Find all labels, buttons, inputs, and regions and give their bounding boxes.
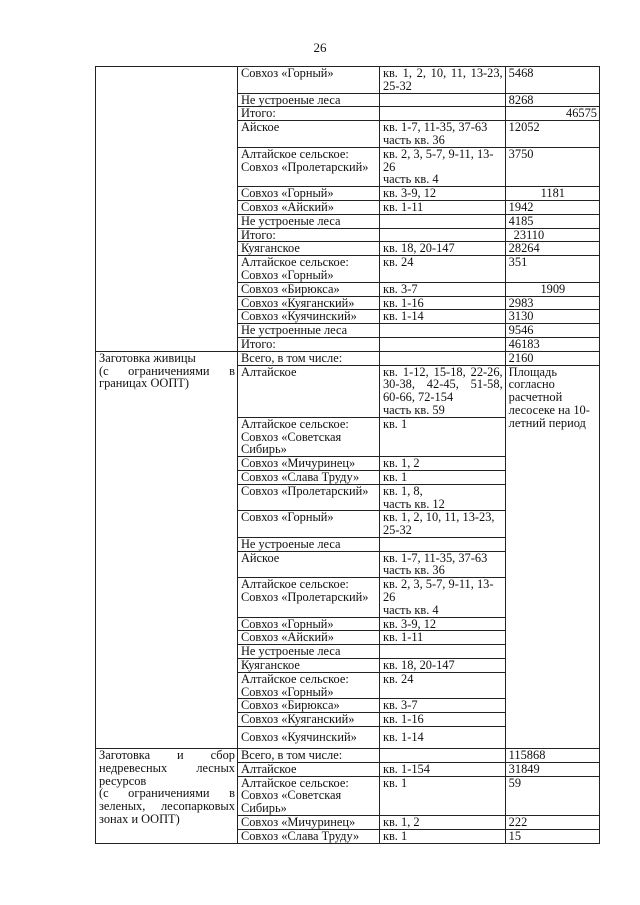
area-cell: 5468 — [505, 67, 599, 94]
table-row — [96, 351, 600, 365]
forest-use-table — [95, 66, 600, 844]
area-cell: 31849 — [505, 762, 599, 776]
subject-cell: Не устроеные леса — [237, 93, 379, 107]
area-cell: 3750 — [505, 147, 599, 186]
table-row — [96, 67, 600, 94]
subject-cell: Айское — [237, 121, 379, 148]
subject-cell: Совхоз «Горный» — [237, 511, 379, 538]
subject-cell: Всего, в том числе: — [237, 749, 379, 763]
subject-cell: Совхоз «Айский» — [237, 631, 379, 645]
quarters-cell: кв. 1, 2, 10, 11, 13-23, 25-32 — [379, 511, 505, 538]
subject-cell: Алтайское сельское: Совхоз «Пролетарский» — [237, 578, 379, 617]
quarters-cell: кв. 1-7, 11-35, 37-63 часть кв. 36 — [379, 551, 505, 578]
category-non-timber-resources — [96, 749, 238, 844]
quarters-cell: кв. 2, 3, 5-7, 9-11, 13-26 часть кв. 4 — [379, 147, 505, 186]
quarters-cell: кв. 1-16 — [379, 713, 505, 727]
subject-cell: Совхоз «Горный» — [237, 187, 379, 201]
category-line: Заготовка живицы — [99, 351, 196, 365]
subject-cell: Итого: — [237, 107, 379, 121]
area-cell: 2983 — [505, 296, 599, 310]
quarters-cell: кв. 1-7, 11-35, 37-63 часть кв. 36 — [379, 121, 505, 148]
subject-cell: Совхоз «Мичуринец» — [237, 816, 379, 830]
quarters-cell — [379, 324, 505, 338]
quarters-cell — [379, 107, 505, 121]
area-cell: 59 — [505, 776, 599, 815]
category-line: зонах и ООПТ) — [99, 812, 180, 827]
quarters-cell: кв. 1-14 — [379, 310, 505, 324]
quarters-cell — [379, 214, 505, 228]
category-line: (с ограничениями в — [99, 786, 235, 801]
quarters-cell: кв. 1-12, 15-18, 22-26, 30-38, 42-45, 51-58, 60-66, 72-154 часть кв. 59 — [379, 365, 505, 417]
quarters-cell — [379, 228, 505, 242]
subject-cell: Алтайское сельское: Совхоз «Советская Сибирь» — [237, 776, 379, 815]
category-line: недревесных лесных — [99, 760, 235, 775]
quarters-cell: кв. 1 — [379, 417, 505, 456]
quarters-cell — [379, 93, 505, 107]
area-cell: 9546 — [505, 324, 599, 338]
area-cell: 4185 — [505, 214, 599, 228]
quarters-cell: кв. 18, 20-147 — [379, 242, 505, 256]
area-cell: 28264 — [505, 242, 599, 256]
subject-cell: Не устроеные леса — [237, 214, 379, 228]
area-cell: 46575 — [505, 107, 599, 121]
subject-cell: Совхоз «Куячинский» — [237, 310, 379, 324]
category-cell-continued — [96, 67, 238, 352]
area-cell: 3130 — [505, 310, 599, 324]
quarters-cell: кв. 24 — [379, 672, 505, 699]
quarters-cell: кв. 1 — [379, 776, 505, 815]
category-line: границах ООПТ) — [99, 376, 190, 391]
quarters-cell: кв. 3-7 — [379, 699, 505, 713]
quarters-cell — [379, 749, 505, 763]
quarters-cell: кв. 1, 2 — [379, 816, 505, 830]
quarters-cell: кв. 1-11 — [379, 200, 505, 214]
subject-cell: Совхоз «Куячинский» — [237, 727, 379, 749]
quarters-cell — [379, 337, 505, 351]
page-number: 26 — [313, 40, 327, 55]
area-cell: 115868 — [505, 749, 599, 763]
quarters-cell: кв. 1 — [379, 470, 505, 484]
area-cell: 222 — [505, 816, 599, 830]
table-row — [96, 749, 600, 763]
category-line: зеленых, лесопарковых — [99, 799, 235, 814]
quarters-cell: кв. 1, 8, часть кв. 12 — [379, 484, 505, 511]
subject-cell: Итого: — [237, 337, 379, 351]
subject-cell: Алтайское сельское: Совхоз «Горный» — [237, 256, 379, 283]
quarters-cell — [379, 537, 505, 551]
category-resin-harvesting — [96, 351, 238, 748]
quarters-cell: кв. 24 — [379, 256, 505, 283]
area-cell: 15 — [505, 829, 599, 843]
category-line: ресурсов — [99, 773, 147, 788]
quarters-cell: кв. 1-11 — [379, 631, 505, 645]
category-line: Заготовка и сбор — [99, 748, 235, 763]
area-cell: 8268 — [505, 93, 599, 107]
quarters-cell: кв. 3-9, 12 — [379, 187, 505, 201]
subject-cell: Совхоз «Пролетарский» — [237, 484, 379, 511]
area-cell: 1942 — [505, 200, 599, 214]
subject-cell: Совхоз «Мичуринец» — [237, 457, 379, 471]
quarters-cell: кв. 3-9, 12 — [379, 617, 505, 631]
quarters-cell: кв. 1, 2 — [379, 457, 505, 471]
resin-area-note: Площадь согласно расчетной лесосеке на 10-летний период — [505, 365, 599, 749]
area-cell: 23110 — [505, 228, 599, 242]
subject-cell: Совхоз «Бирюкса» — [237, 282, 379, 296]
quarters-cell: кв. 1-154 — [379, 762, 505, 776]
quarters-cell: кв. 2, 3, 5-7, 9-11, 13-26 часть кв. 4 — [379, 578, 505, 617]
subject-cell: Алтайское — [237, 365, 379, 417]
subject-cell: Куяганское — [237, 659, 379, 673]
subject-cell: Не устроенные леса — [237, 324, 379, 338]
subject-cell: Совхоз «Куяганский» — [237, 296, 379, 310]
area-cell: 46183 — [505, 337, 599, 351]
quarters-cell: кв. 1-14 — [379, 727, 505, 749]
subject-cell: Алтайское сельское: Совхоз «Советская Сибирь» — [237, 417, 379, 456]
subject-cell: Совхоз «Бирюкса» — [237, 699, 379, 713]
subject-cell: Айское — [237, 551, 379, 578]
subject-cell: Совхоз «Горный» — [237, 617, 379, 631]
quarters-cell: кв. 1, 2, 10, 11, 13-23, 25-32 — [379, 67, 505, 94]
quarters-cell — [379, 645, 505, 659]
subject-cell: Всего, в том числе: — [237, 351, 379, 365]
subject-cell: Алтайское сельское: Совхоз «Пролетарский» — [237, 147, 379, 186]
subject-cell: Совхоз «Слава Труду» — [237, 829, 379, 843]
subject-cell: Совхоз «Куяганский» — [237, 713, 379, 727]
category-line: (с ограничениями в — [99, 363, 235, 378]
area-cell: 1181 — [505, 187, 599, 201]
quarters-cell: кв. 1-16 — [379, 296, 505, 310]
subject-cell: Алтайское — [237, 762, 379, 776]
quarters-cell: кв. 3-7 — [379, 282, 505, 296]
subject-cell: Алтайское сельское: Совхоз «Горный» — [237, 672, 379, 699]
subject-cell: Куяганское — [237, 242, 379, 256]
quarters-cell — [379, 351, 505, 365]
quarters-cell: кв. 18, 20-147 — [379, 659, 505, 673]
area-cell: 351 — [505, 256, 599, 283]
subject-cell: Совхоз «Айский» — [237, 200, 379, 214]
subject-cell: Не устроеные леса — [237, 645, 379, 659]
area-cell: 1909 — [505, 282, 599, 296]
subject-cell: Итого: — [237, 228, 379, 242]
subject-cell: Не устроеные леса — [237, 537, 379, 551]
subject-cell: Совхоз «Слава Труду» — [237, 470, 379, 484]
subject-cell: Совхоз «Горный» — [237, 67, 379, 94]
area-cell: 2160 — [505, 351, 599, 365]
area-cell: 12052 — [505, 121, 599, 148]
quarters-cell: кв. 1 — [379, 829, 505, 843]
